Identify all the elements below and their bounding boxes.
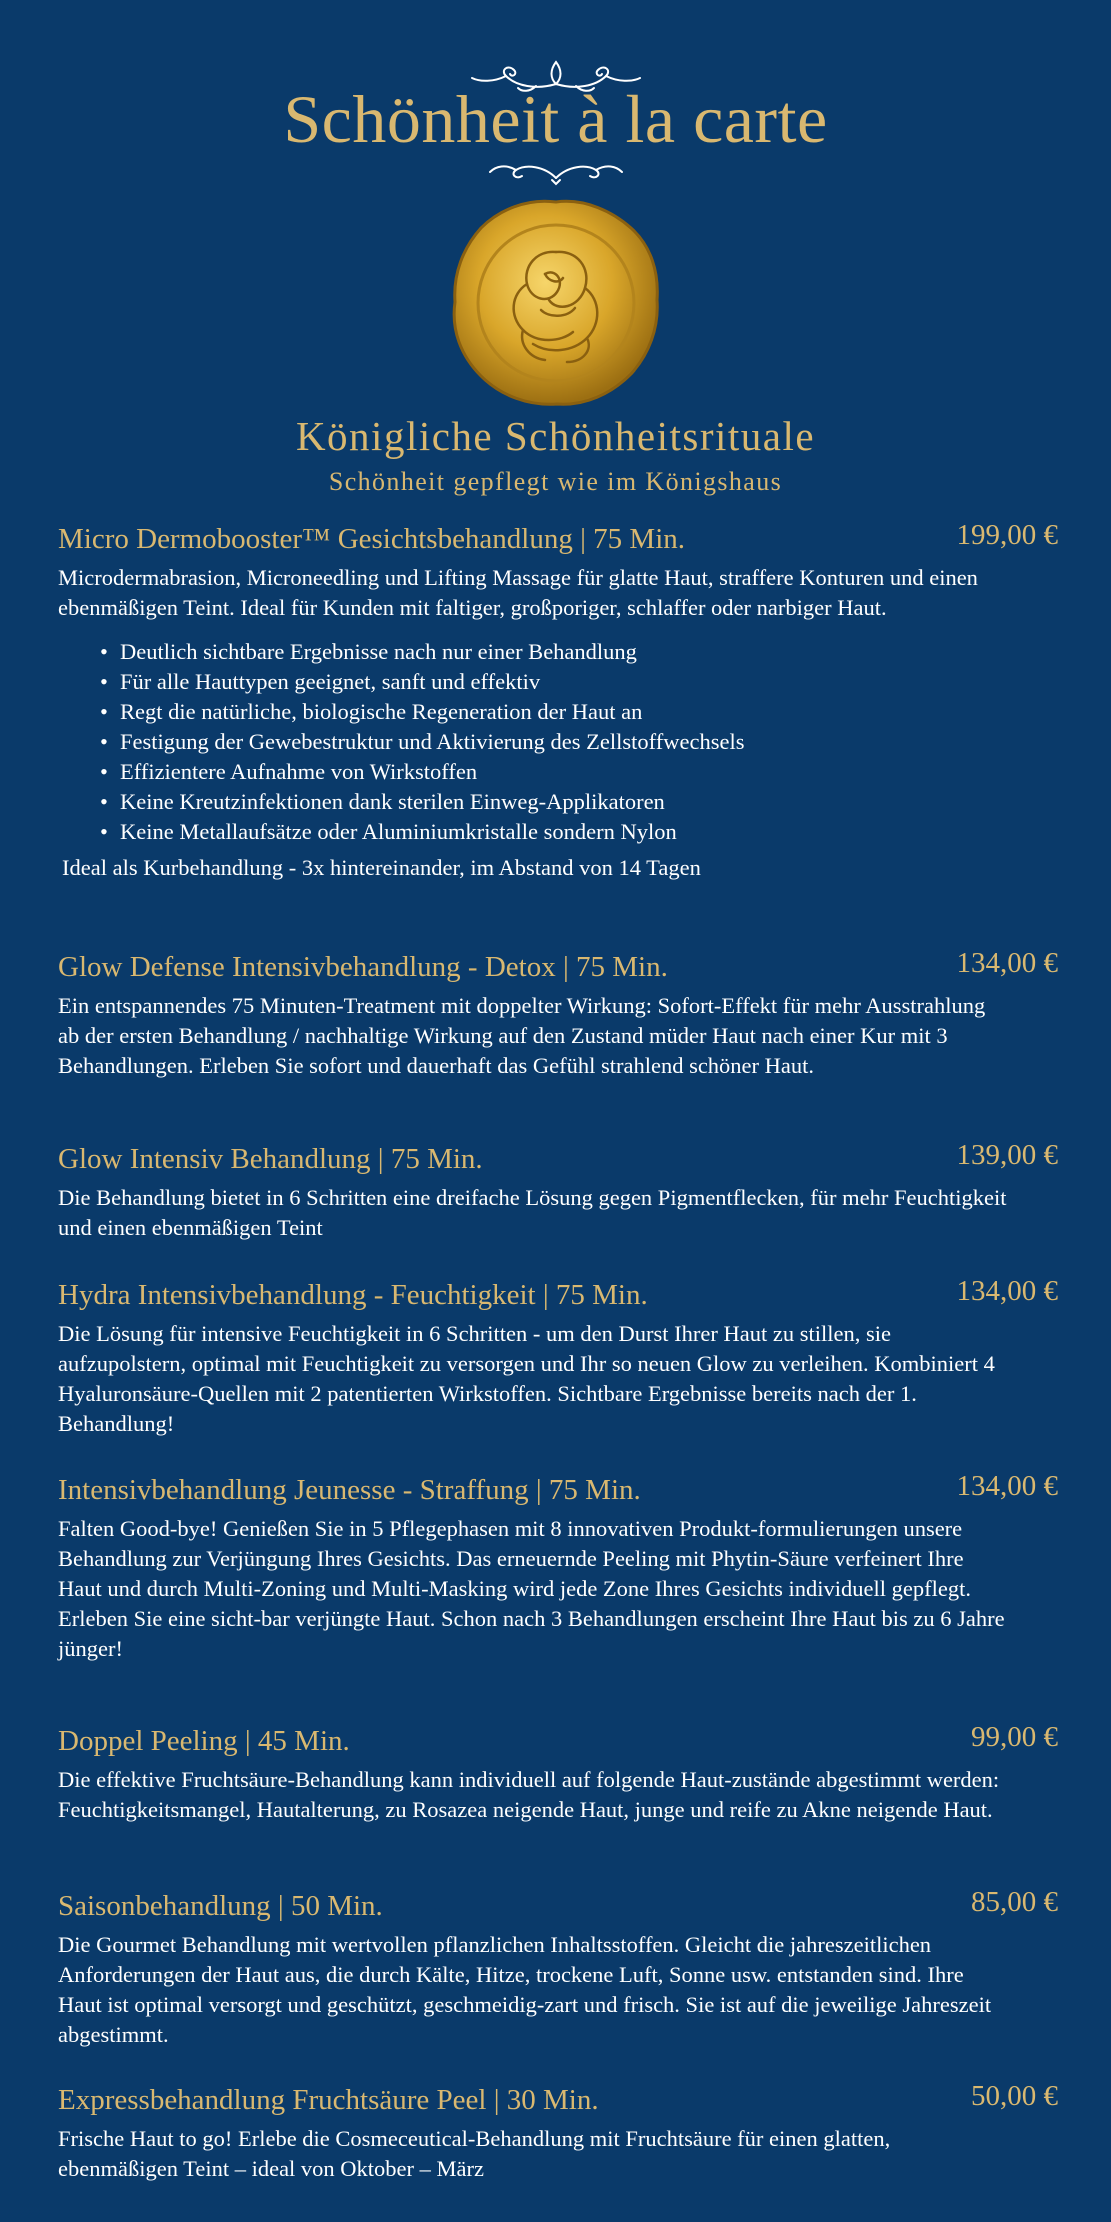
- treatment-description: Falten Good-bye! Genießen Sie in 5 Pflegephasen mit 8 innovativen Produkt-formulierungen unsere Behandlung zur Verjüngung Ihres Gesichts. Das erneuernde Peeling mit Phytin-Säure verfeinert Ihre Haut und durch Multi-Zoning und Multi-Masking wird jede Zone Ihres Gesichts individuell gepflegt. Erleben Sie eine sicht-bar verjüngte Haut. Schon nach 3 Behandlungen erscheint Ihre Haut bis zu 6 Jahre jünger!: [58, 1516, 1005, 1661]
- treatment-header: [58, 1470, 1058, 1514]
- treatment-name: Glow Defense Intensivbehandlung - Detox | 75 Min.: [58, 951, 668, 983]
- treatment-item: [58, 519, 1058, 883]
- treatment-description: Die Behandlung bietet in 6 Schritten eine dreifache Lösung gegen Pigmentflecken, für mehr Feuchtigkeit und einen ebenmäßigen Teint: [58, 1185, 1007, 1240]
- treatment-name: Expressbehandlung Fruchtsäure Peel | 30 Min.: [58, 2084, 599, 2116]
- treatment-price: 134,00 €: [956, 1275, 1058, 1307]
- treatment-header: [58, 1275, 1058, 1319]
- feature-item: • Deutlich sichtbare Ergebnisse nach nur einer Behandlung: [100, 637, 1058, 667]
- treatment-name: Doppel Peeling | 45 Min.: [58, 1725, 350, 1757]
- rose-wax-seal-icon: [445, 192, 667, 414]
- section-tagline: Schönheit gepflegt wie im Königshaus: [328, 467, 783, 496]
- treatment-name: Intensivbehandlung Jeunesse - Straffung | 75 Min.: [58, 1474, 641, 1506]
- treatment-description: Microdermabrasion, Microneedling und Lifting Massage für glatte Haut, straffere Konturen und einen ebenmäßigen Teint. Ideal für Kunden mit faltiger, großporiger, schlaffer oder narbiger Haut.: [58, 565, 978, 620]
- treatment-header: [58, 519, 1058, 563]
- treatment-item: [58, 1886, 1058, 2050]
- treatment-description: Die Lösung für intensive Feuchtigkeit in 6 Schritten - um den Durst Ihrer Haut zu stillen, sie aufzupolstern, optimal mit Feuchtigkeit zu versorgen und Ihr so neuen Glow zu verleihen. Kombiniert 4 Hyaluronsäure-Quellen mit 2 patentierten Wirkstoffen. Sichtbare Ergebnisse bereits nach der 1. Behandlung!: [58, 1321, 995, 1436]
- treatment-header: [58, 1886, 1058, 1930]
- treatment-description: Die effektive Fruchtsäure-Behandlung kann individuell auf folgende Haut-zustände abgestimmt werden: Feuchtigkeitsmangel, Hautalterung, zu Rosazea neigende Haut, junge und reife zu Akne neigende Haut.: [58, 1767, 1000, 1822]
- treatment-item: [58, 1721, 1058, 1825]
- treatment-item: [58, 1139, 1058, 1243]
- treatment-item: [58, 2080, 1058, 2184]
- treatment-item: [58, 947, 1058, 1081]
- treatment-header: [58, 2080, 1058, 2124]
- treatment-price: 139,00 €: [956, 1139, 1058, 1171]
- treatment-name: Saisonbehandlung | 50 Min.: [58, 1890, 383, 1922]
- treatment-price: 50,00 €: [971, 2080, 1058, 2112]
- treatment-price: 85,00 €: [971, 1886, 1058, 1918]
- treatment-price: 134,00 €: [956, 947, 1058, 979]
- feature-item: • Effizientere Aufnahme von Wirkstoffen: [100, 757, 1058, 787]
- treatment-item: [58, 1470, 1058, 1664]
- treatment-name: Hydra Intensivbehandlung - Feuchtigkeit | 75 Min.: [58, 1279, 648, 1311]
- treatment-price: 99,00 €: [971, 1721, 1058, 1753]
- treatment-description: Die Gourmet Behandlung mit wertvollen pflanzlichen Inhaltsstoffen. Gleicht die jahreszeitlichen Anforderungen der Haut aus, die durch Kälte, Hitze, trockene Luft, Sonne usw. entstanden sind. Ihre Haut ist optimal versorgt und geschützt, geschmeidig-zart und frisch. Sie ist auf die jeweilige Jahreszeit abgestimmt.: [58, 1932, 992, 2047]
- treatment-price: 134,00 €: [956, 1470, 1058, 1502]
- treatment-note: Ideal als Kurbehandlung - 3x hintereinander, im Abstand von 14 Tagen: [62, 855, 701, 880]
- page-title: Schönheit à la carte: [283, 81, 828, 157]
- feature-list: [58, 637, 1058, 847]
- flourish-icon: [486, 156, 626, 186]
- feature-item: • Keine Kreutzinfektionen dank sterilen Einweg-Applikatoren: [100, 787, 1058, 817]
- feature-item: • Festigung der Gewebestruktur und Aktivierung des Zellstoffwechsels: [100, 727, 1058, 757]
- treatment-description: Ein entspannendes 75 Minuten-Treatment mit doppelter Wirkung: Sofort-Effekt für mehr Ausstrahlung ab der ersten Behandlung / nachhaltige Wirkung auf den Zustand müder Haut nach einer Kur mit 3 Behandlungen. Erleben Sie sofort und dauerhaft das Gefühl strahlend schöner Haut.: [58, 993, 986, 1078]
- treatment-price: 199,00 €: [956, 519, 1058, 551]
- feature-item: • Für alle Hauttypen geeignet, sanft und effektiv: [100, 667, 1058, 697]
- treatment-item: [58, 1275, 1058, 1439]
- feature-item: • Keine Metallaufsätze oder Aluminiumkristalle sondern Nylon: [100, 817, 1058, 847]
- treatment-name: Micro Dermobooster™ Gesichtsbehandlung | 75 Min.: [58, 523, 686, 555]
- treatment-description: Frische Haut to go! Erlebe die Cosmeceutical-Behandlung mit Fruchtsäure für einen glatten, ebenmäßigen Teint – ideal von Oktober – März: [58, 2126, 891, 2181]
- bottom-flourish-ornament: [0, 156, 1111, 190]
- section-title: Königliche Schönheitsrituale: [295, 413, 816, 459]
- treatment-name: Glow Intensiv Behandlung | 75 Min.: [58, 1143, 483, 1175]
- treatment-header: [58, 1721, 1058, 1765]
- feature-item: • Regt die natürliche, biologische Regeneration der Haut an: [100, 697, 1058, 727]
- treatment-header: [58, 947, 1058, 991]
- treatment-header: [58, 1139, 1058, 1183]
